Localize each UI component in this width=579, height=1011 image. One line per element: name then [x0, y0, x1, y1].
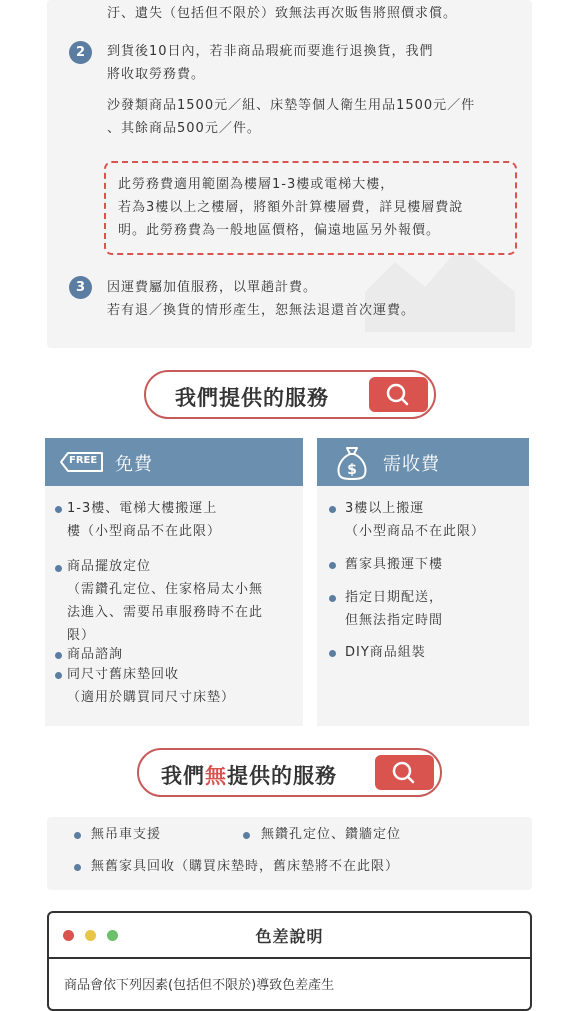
no-services-search-button[interactable] [375, 755, 434, 790]
paid-column-title: 需收費 [383, 454, 440, 475]
services-title-pill [144, 370, 436, 419]
free-item: 限） [67, 628, 96, 643]
paid-item: 指定日期配送， [345, 590, 444, 605]
paid-item: DIY商品組裝 [345, 645, 426, 660]
free-badge: FREE [69, 455, 98, 466]
bullet [55, 565, 62, 572]
policy-line-damage: 汙、遺失（包括但不限於）致無法再次販售將照價求償。 [107, 6, 458, 21]
note-line1: 此勞務費適用範圍為樓層1-3樓或電梯大樓， [118, 177, 395, 192]
bullet [55, 652, 62, 659]
bullet [243, 832, 250, 839]
bullet [329, 595, 336, 602]
item3-line1: 因運費屬加值服務，以單趟計費。 [107, 280, 318, 295]
bullet [329, 650, 336, 657]
note-line2: 若為3樓以上之樓層，將額外計算樓層費，詳見樓層費說 [118, 200, 464, 215]
item2-line1: 到貨後10日內，若非商品瑕疵而要進行退換貨，我們 [107, 44, 434, 59]
no-services-title-part1: 我們 [161, 764, 205, 788]
no-service-item: 無吊車支援 [91, 827, 162, 842]
bullet [329, 506, 336, 513]
free-item: 商品諮詢 [67, 647, 124, 662]
color-note-text: 商品會依下列因素(包括但不限於)導致色差產生 [64, 978, 335, 993]
paid-item: （小型商品不在此限） [345, 524, 486, 539]
money-bag-icon [335, 445, 369, 481]
window-divider [49, 957, 530, 959]
no-services-title-pill [137, 748, 442, 797]
fee-line1: 沙發類商品1500元／組、床墊等個人衛生用品1500元／件 [107, 98, 476, 113]
free-item: 法進入、需要吊車服務時不在此 [67, 605, 264, 620]
free-item: 同尺寸舊床墊回收 [67, 667, 180, 682]
paid-item: 3樓以上搬運 [345, 501, 425, 516]
no-service-item: 無鑽孔定位、鑽牆定位 [261, 827, 402, 842]
bullet [74, 864, 81, 871]
free-item: （需鑽孔定位、住家格局太小無 [67, 582, 264, 597]
no-services-title [161, 760, 337, 790]
bullet [55, 672, 62, 679]
no-services-title-highlight: 無 [205, 764, 227, 788]
no-services-title-part2: 提供的服務 [227, 764, 337, 788]
bullet [329, 562, 336, 569]
free-item: 商品擺放定位 [67, 559, 152, 574]
svg-text:$: $ [347, 462, 357, 478]
item-number-3: 3 [69, 276, 92, 299]
fee-line2: 、其餘商品500元／件。 [107, 121, 261, 136]
note-line3: 明。此勞務費為一般地區價格，偏遠地區另外報價。 [118, 223, 441, 238]
services-search-button[interactable] [369, 377, 428, 412]
bullet [74, 832, 81, 839]
paid-item: 舊家具搬運下樓 [345, 557, 444, 572]
paid-column-header [317, 438, 529, 486]
free-item: 樓（小型商品不在此限） [67, 524, 222, 539]
item2-line2: 將收取勞務費。 [107, 67, 206, 82]
color-note-window [47, 911, 532, 1011]
paid-item: 但無法指定時間 [345, 613, 444, 628]
search-icon [375, 755, 434, 790]
color-note-title: 色差說明 [255, 927, 324, 946]
free-column-title: 免費 [115, 454, 153, 475]
free-item: （適用於購買同尺寸床墊） [67, 690, 236, 705]
no-service-item: 無舊家具回收（購買床墊時，舊床墊將不在此限） [91, 859, 400, 874]
services-title: 我們提供的服務 [175, 386, 329, 410]
free-item: 1-3樓、電梯大樓搬運上 [67, 501, 218, 516]
item-number-2: 2 [69, 41, 92, 64]
search-icon [369, 377, 428, 412]
bullet [55, 506, 62, 513]
free-column-header [45, 438, 303, 486]
item3-line2: 若有退／換貨的情形產生，恕無法退還首次運費。 [107, 303, 416, 318]
